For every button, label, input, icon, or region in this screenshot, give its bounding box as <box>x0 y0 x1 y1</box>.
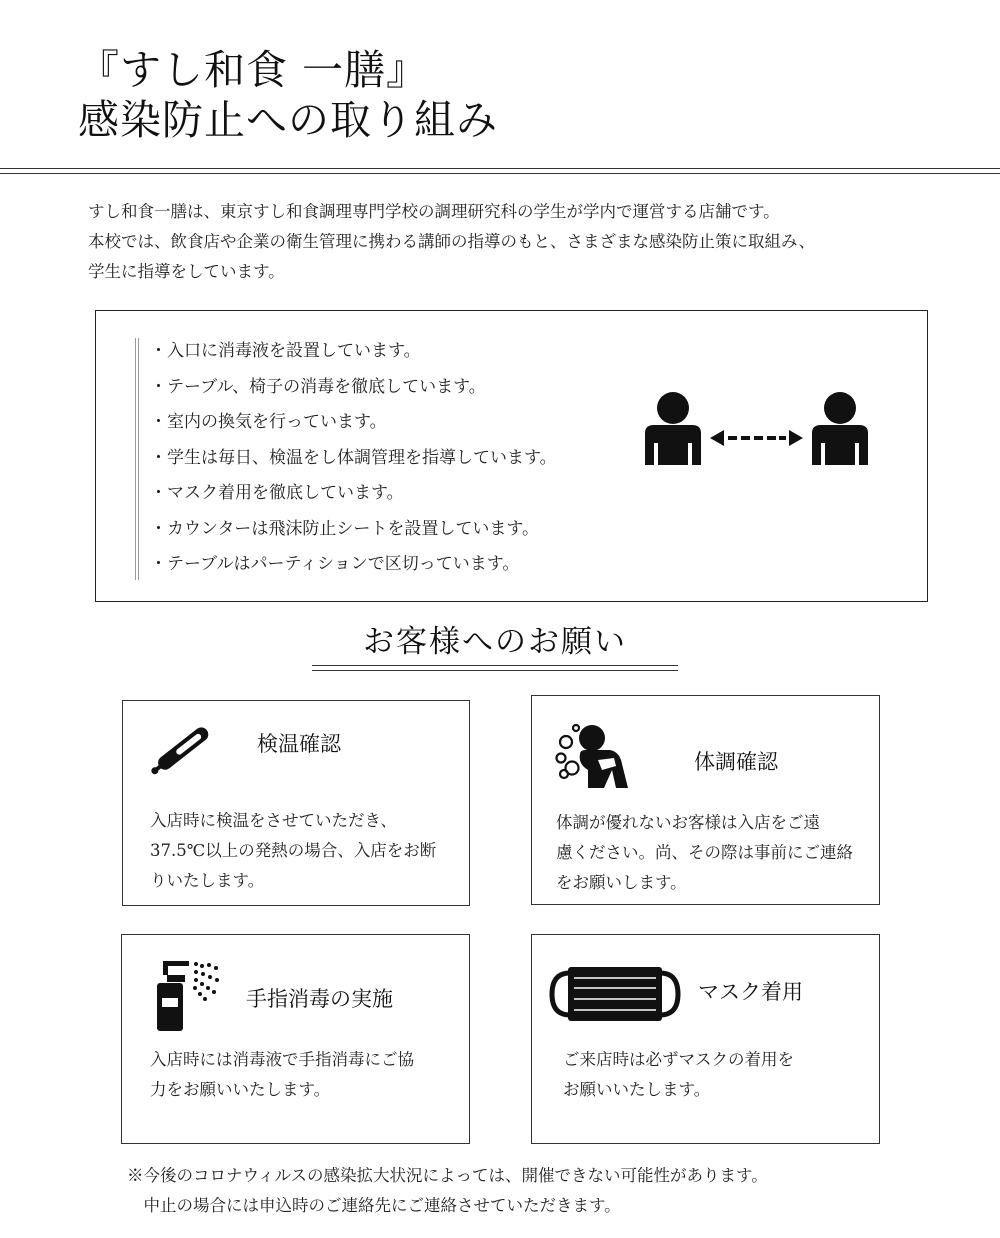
card-text <box>563 1045 794 1105</box>
measure-item: ・学生は毎日、検温をし体調管理を指導しています。 <box>150 447 557 468</box>
card-text <box>150 1045 414 1105</box>
page-title-line2: 感染防止への取り組み <box>78 96 498 144</box>
measure-item: ・室内の換気を行っています。 <box>150 412 387 432</box>
card-mask-wearing <box>531 934 880 1144</box>
card-text-line: 慮ください。尚、その際は事前にご連絡 <box>556 843 853 862</box>
card-temperature-check <box>122 700 470 906</box>
intro-line: すし和食一膳は、東京すし和食調理専門学校の調理研究科の学生が学内で運営する店舗です。 <box>88 202 780 221</box>
measures-list <box>150 334 557 583</box>
footnote-line: ※今後のコロナウィルスの感染拡大状況によっては、開催できない可能性があります。 <box>127 1166 768 1185</box>
card-text-line: 体調が優れないお客様は入店をご遠 <box>556 813 820 832</box>
card-title: 体調確認 <box>694 750 778 774</box>
title-rule-bottom <box>0 173 1000 174</box>
page-title-line1: 『すし和食 一膳』 <box>78 46 429 94</box>
card-text-line: 力をお願いいたします。 <box>150 1080 331 1099</box>
measure-item: ・テーブルはパーティションで区切っています。 <box>150 554 520 574</box>
card-title: マスク着用 <box>698 980 803 1004</box>
card-text-line: 入店時に検温をさせていただき、 <box>150 811 397 830</box>
card-text <box>150 806 436 896</box>
card-hand-sanitizing <box>121 934 470 1144</box>
measure-item: ・入口に消毒液を設置しています。 <box>150 341 421 361</box>
card-text-line: 37.5℃以上の発熱の場合、入店をお断 <box>150 841 437 860</box>
coughing-person-icon <box>554 718 632 790</box>
intro-paragraph <box>88 197 815 287</box>
heading-rule-top <box>312 665 678 666</box>
measures-accent-bar <box>135 338 139 580</box>
heading-rule-bottom <box>312 670 678 671</box>
intro-line: 本校では、飲食店や企業の衛生管理に携わる講師の指導のもと、さまざまな感染防止策に取組み、 <box>88 232 815 251</box>
card-title: 検温確認 <box>257 732 341 756</box>
card-text-line: りいたします。 <box>150 871 265 890</box>
card-text-line: をお願いします。 <box>556 873 687 892</box>
measure-item: ・カウンターは飛沫防止シートを設置しています。 <box>150 518 539 539</box>
card-health-check <box>531 695 880 905</box>
page-title <box>78 45 498 145</box>
spray-bottle-icon <box>152 957 228 1033</box>
card-text-line: 入店時には消毒液で手指消毒にご協 <box>150 1050 414 1069</box>
measure-item: ・テーブル、椅子の消毒を徹底しています。 <box>150 376 486 397</box>
title-rule-top <box>0 168 1000 169</box>
card-title: 手指消毒の実施 <box>246 987 393 1011</box>
request-heading: お客様へのお願い <box>363 624 627 660</box>
card-text-line: お願いいたします。 <box>563 1080 711 1099</box>
measure-item: ・マスク着用を徹底しています。 <box>150 483 404 503</box>
face-mask-icon <box>548 963 682 1025</box>
thermometer-icon <box>145 719 217 779</box>
card-text <box>556 808 853 898</box>
card-text-line: ご来店時は必ずマスクの着用を <box>563 1050 794 1069</box>
intro-line: 学生に指導をしています。 <box>88 262 285 281</box>
social-distance-icon <box>640 385 880 470</box>
footnote <box>127 1161 768 1221</box>
footnote-line: 中止の場合には申込時のご連絡先にご連絡させていただきます。 <box>127 1196 621 1215</box>
